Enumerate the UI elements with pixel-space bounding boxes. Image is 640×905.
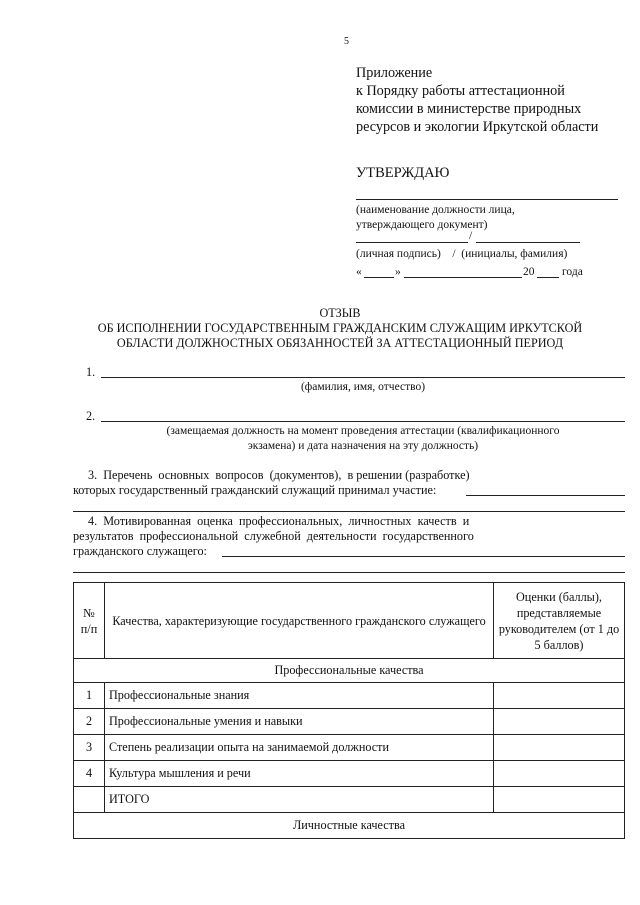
signature-line[interactable] [356,242,468,243]
caption-line: утверждающего документ) [356,219,488,231]
item4-text: результатов профессиональной служебной деятельности государственного [73,529,474,543]
date-open-quote: « [356,266,362,278]
date-year-suffix: года [562,266,583,278]
appendix-block [356,64,598,136]
full-name-field[interactable] [101,377,625,378]
total-row [74,787,625,813]
doc-subtitle-line: ОБЛАСТИ ДОЛЖНОСТНЫХ ОБЯЗАННОСТЕЙ ЗА АТТЕСТАЦИОННЫЙ ПЕРИОД [116,336,564,350]
total-num-cell [74,787,105,813]
section-row [74,813,625,839]
caption-line: (замещаемая должность на момент проведения аттестации (квалификационного [166,425,560,437]
questions-field-continued[interactable] [73,511,625,512]
date-close-quote: » [395,266,401,278]
caption-line: (наименование должности лица, [356,204,515,216]
appendix-line: Приложение [356,65,433,81]
item3-text: которых государственный гражданский служащий принимал участие: [73,483,437,497]
row-label: Культура мышления и речи [105,761,494,787]
row-score-cell[interactable] [494,709,625,735]
section-professional: Профессиональные качества [74,659,625,683]
doc-subtitle-line: ОБ ИСПОЛНЕНИИ ГОСУДАРСТВЕННЫМ ГРАЖДАНСКИМ СЛУЖАЩИМ ИРКУТСКОЙ [97,321,583,335]
item2-number: 2. [86,409,96,423]
table-row [74,735,625,761]
date-year-prefix: 20 [523,266,535,278]
appendix-line: комиссии в министерстве природных [356,101,582,117]
initials-line[interactable] [476,242,580,243]
item1-number: 1. [86,365,96,379]
table-row [74,709,625,735]
appendix-line: ресурсов и экологии Иркутской области [356,119,599,135]
signature-caption: (личная подпись) / (инициалы, фамилия) [356,248,568,260]
approver-position-line[interactable] [356,199,618,200]
date-month-line[interactable] [404,277,522,278]
doc-title: ОТЗЫВ [319,306,361,320]
date-year-line[interactable] [537,277,559,278]
table-row [74,761,625,787]
item4-text: 4. Мотивированная оценка профессиональных, личностных качеств и [88,514,470,528]
position-caption [101,424,625,454]
signature-separator: / [469,230,473,242]
total-label: ИТОГО [105,787,494,813]
approval-title: УТВЕРЖДАЮ [356,165,450,181]
evaluation-table [73,582,625,839]
row-label: Профессиональные знания [105,683,494,709]
row-num: 2 [74,709,105,735]
row-label: Степень реализации опыта на занимаемой должности [105,735,494,761]
item4-text: гражданского служащего: [73,544,207,558]
row-score-cell[interactable] [494,761,625,787]
date-day-line[interactable] [364,277,394,278]
evaluation-field[interactable] [222,556,625,557]
row-label: Профессиональные умения и навыки [105,709,494,735]
full-name-caption: (фамилия, имя, отчество) [300,381,426,393]
item3-text: 3. Перечень основных вопросов (документов), в решении (разработке) [88,468,470,482]
table-row [74,683,625,709]
table-header-row [74,583,625,659]
approver-position-caption [356,203,515,233]
questions-field[interactable] [466,495,625,496]
row-num: 3 [74,735,105,761]
section-row [74,659,625,683]
header-quality: Качества, характеризующие государственного гражданского служащего [105,583,494,659]
appendix-line: к Порядку работы аттестационной [356,83,565,99]
evaluation-field-continued[interactable] [73,572,625,573]
page-number: 5 [344,36,349,47]
section-personal: Личностные качества [74,813,625,839]
row-score-cell[interactable] [494,683,625,709]
header-num: № п/п [74,583,105,659]
row-num: 1 [74,683,105,709]
row-num: 4 [74,761,105,787]
row-score-cell[interactable] [494,735,625,761]
header-score: Оценки (баллы), представляемые руководителем (от 1 до 5 баллов) [494,583,625,659]
total-score-cell[interactable] [494,787,625,813]
position-field[interactable] [101,421,625,422]
caption-line: экзамена) и дата назначения на эту должность) [247,440,479,452]
